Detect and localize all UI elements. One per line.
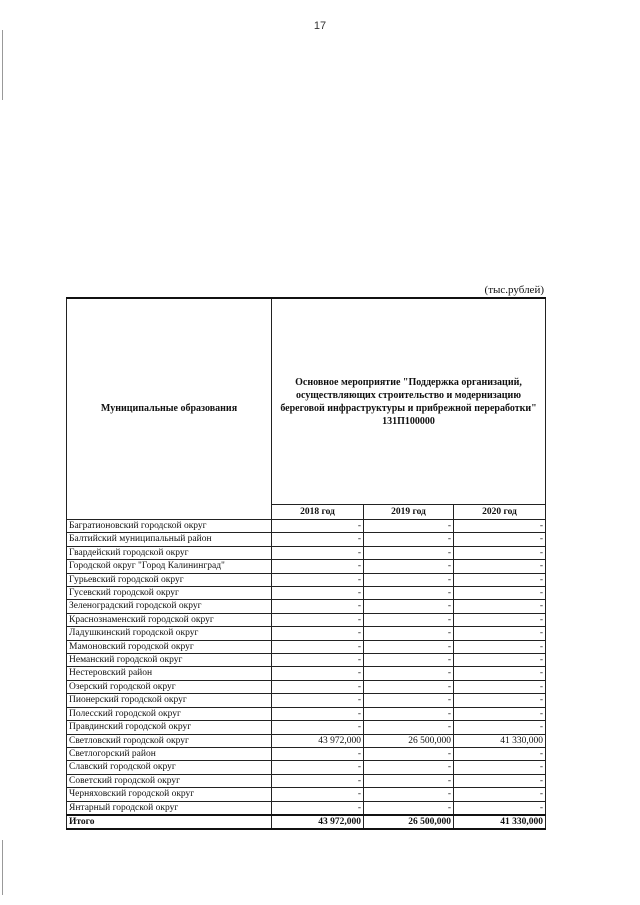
amount-cell: - bbox=[454, 774, 546, 787]
amount-cell: 41 330,000 bbox=[454, 734, 546, 747]
table-row bbox=[67, 573, 546, 586]
table-row bbox=[67, 627, 546, 640]
table-body bbox=[67, 520, 546, 830]
municipality-name: Янтарный городской округ bbox=[67, 801, 272, 815]
amount-cell: - bbox=[454, 680, 546, 693]
table-row bbox=[67, 613, 546, 626]
amount-cell: - bbox=[364, 721, 454, 734]
amount-cell: - bbox=[364, 520, 454, 533]
municipality-name: Правдинский городской округ bbox=[67, 721, 272, 734]
amount-cell: - bbox=[454, 560, 546, 573]
municipality-name: Полесский городской округ bbox=[67, 707, 272, 720]
amount-cell: - bbox=[272, 600, 364, 613]
amount-cell: - bbox=[364, 667, 454, 680]
amount-cell: - bbox=[272, 774, 364, 787]
amount-cell: - bbox=[272, 801, 364, 815]
amount-cell: - bbox=[272, 707, 364, 720]
measure-column-header: Основное мероприятие "Поддержка организаций, осуществляющих строительство и модернизацию береговой инфраструктуры и прибрежной переработки" 131П100000 bbox=[272, 298, 546, 505]
municipality-name: Неманский городской округ bbox=[67, 654, 272, 667]
scan-edge-mark bbox=[2, 840, 3, 895]
amount-cell: - bbox=[364, 707, 454, 720]
amount-cell: - bbox=[454, 520, 546, 533]
amount-cell: - bbox=[272, 587, 364, 600]
amount-cell: - bbox=[364, 680, 454, 693]
amount-cell: - bbox=[454, 600, 546, 613]
amount-cell: - bbox=[272, 721, 364, 734]
amount-cell: - bbox=[272, 613, 364, 626]
amount-cell: - bbox=[454, 801, 546, 815]
amount-cell: - bbox=[364, 761, 454, 774]
amount-cell: - bbox=[454, 788, 546, 801]
municipality-name: Светловский городской округ bbox=[67, 734, 272, 747]
amount-cell: - bbox=[272, 533, 364, 546]
table-row bbox=[67, 587, 546, 600]
amount-cell: - bbox=[454, 613, 546, 626]
amount-cell: 43 972,000 bbox=[272, 734, 364, 747]
amount-cell: - bbox=[364, 627, 454, 640]
amount-cell: - bbox=[364, 774, 454, 787]
amount-cell: - bbox=[364, 747, 454, 760]
municipality-name: Пионерский городской округ bbox=[67, 694, 272, 707]
total-amount-cell: 41 330,000 bbox=[454, 815, 546, 829]
municipality-name: Нестеровский район bbox=[67, 667, 272, 680]
amount-cell: - bbox=[272, 546, 364, 559]
amount-cell: - bbox=[364, 788, 454, 801]
amount-cell: - bbox=[272, 640, 364, 653]
table-row bbox=[67, 640, 546, 653]
table-row bbox=[67, 667, 546, 680]
municipality-name: Городской округ "Город Калининград" bbox=[67, 560, 272, 573]
municipality-name: Славский городской округ bbox=[67, 761, 272, 774]
amount-cell: - bbox=[454, 654, 546, 667]
amount-cell: - bbox=[364, 694, 454, 707]
amount-cell: - bbox=[364, 573, 454, 586]
amount-cell: - bbox=[454, 747, 546, 760]
municipality-name: Краснознаменский городской округ bbox=[67, 613, 272, 626]
amount-cell: - bbox=[272, 520, 364, 533]
table-row bbox=[67, 774, 546, 787]
total-row bbox=[67, 815, 546, 829]
units-note: (тыс.рублей) bbox=[484, 284, 544, 296]
amount-cell: - bbox=[454, 627, 546, 640]
amount-cell: - bbox=[454, 573, 546, 586]
municipality-column-header: Муниципальные образования bbox=[67, 298, 272, 520]
municipality-name: Балтийский муниципальный район bbox=[67, 533, 272, 546]
table-row bbox=[67, 721, 546, 734]
table-row bbox=[67, 600, 546, 613]
amount-cell: - bbox=[364, 801, 454, 815]
year-header-2018: 2018 год bbox=[272, 505, 364, 520]
amount-cell: - bbox=[454, 707, 546, 720]
municipality-name: Черняховский городской округ bbox=[67, 788, 272, 801]
amount-cell: - bbox=[454, 587, 546, 600]
table-row bbox=[67, 707, 546, 720]
amount-cell: - bbox=[272, 747, 364, 760]
amount-cell: - bbox=[272, 560, 364, 573]
table-row bbox=[67, 788, 546, 801]
municipality-name: Ладушкинский городской округ bbox=[67, 627, 272, 640]
table-row bbox=[67, 654, 546, 667]
table-row bbox=[67, 546, 546, 559]
municipality-name: Зеленоградский городской округ bbox=[67, 600, 272, 613]
total-amount-cell: 43 972,000 bbox=[272, 815, 364, 829]
table-row bbox=[67, 533, 546, 546]
municipality-name: Мамоновский городской округ bbox=[67, 640, 272, 653]
table-row bbox=[67, 761, 546, 774]
municipality-name: Светлогорский район bbox=[67, 747, 272, 760]
total-label: Итого bbox=[67, 815, 272, 829]
amount-cell: - bbox=[364, 613, 454, 626]
amount-cell: 26 500,000 bbox=[364, 734, 454, 747]
total-amount-cell: 26 500,000 bbox=[364, 815, 454, 829]
amount-cell: - bbox=[272, 667, 364, 680]
table-row bbox=[67, 520, 546, 533]
municipality-name: Советский городской округ bbox=[67, 774, 272, 787]
amount-cell: - bbox=[272, 654, 364, 667]
amount-cell: - bbox=[364, 546, 454, 559]
municipality-name: Гвардейский городской округ bbox=[67, 546, 272, 559]
page-number: 17 bbox=[313, 20, 327, 32]
municipality-name: Гурьевский городской округ bbox=[67, 573, 272, 586]
amount-cell: - bbox=[454, 640, 546, 653]
amount-cell: - bbox=[364, 654, 454, 667]
amount-cell: - bbox=[272, 788, 364, 801]
table-row bbox=[67, 801, 546, 815]
amount-cell: - bbox=[272, 627, 364, 640]
amount-cell: - bbox=[364, 640, 454, 653]
amount-cell: - bbox=[272, 680, 364, 693]
municipality-name: Багратионовский городской округ bbox=[67, 520, 272, 533]
amount-cell: - bbox=[454, 721, 546, 734]
amount-cell: - bbox=[272, 573, 364, 586]
year-header-2020: 2020 год bbox=[454, 505, 546, 520]
amount-cell: - bbox=[364, 600, 454, 613]
table-row bbox=[67, 734, 546, 747]
budget-table bbox=[66, 297, 546, 830]
table-row bbox=[67, 680, 546, 693]
table-row bbox=[67, 694, 546, 707]
amount-cell: - bbox=[454, 533, 546, 546]
year-header-2019: 2019 год bbox=[364, 505, 454, 520]
scan-edge-mark bbox=[2, 30, 3, 100]
amount-cell: - bbox=[454, 667, 546, 680]
amount-cell: - bbox=[454, 761, 546, 774]
amount-cell: - bbox=[454, 694, 546, 707]
municipality-name: Гусевский городской округ bbox=[67, 587, 272, 600]
amount-cell: - bbox=[364, 587, 454, 600]
amount-cell: - bbox=[272, 694, 364, 707]
amount-cell: - bbox=[364, 560, 454, 573]
table-row bbox=[67, 747, 546, 760]
municipality-name: Озерский городской округ bbox=[67, 680, 272, 693]
amount-cell: - bbox=[454, 546, 546, 559]
amount-cell: - bbox=[364, 533, 454, 546]
amount-cell: - bbox=[272, 761, 364, 774]
table-row bbox=[67, 560, 546, 573]
